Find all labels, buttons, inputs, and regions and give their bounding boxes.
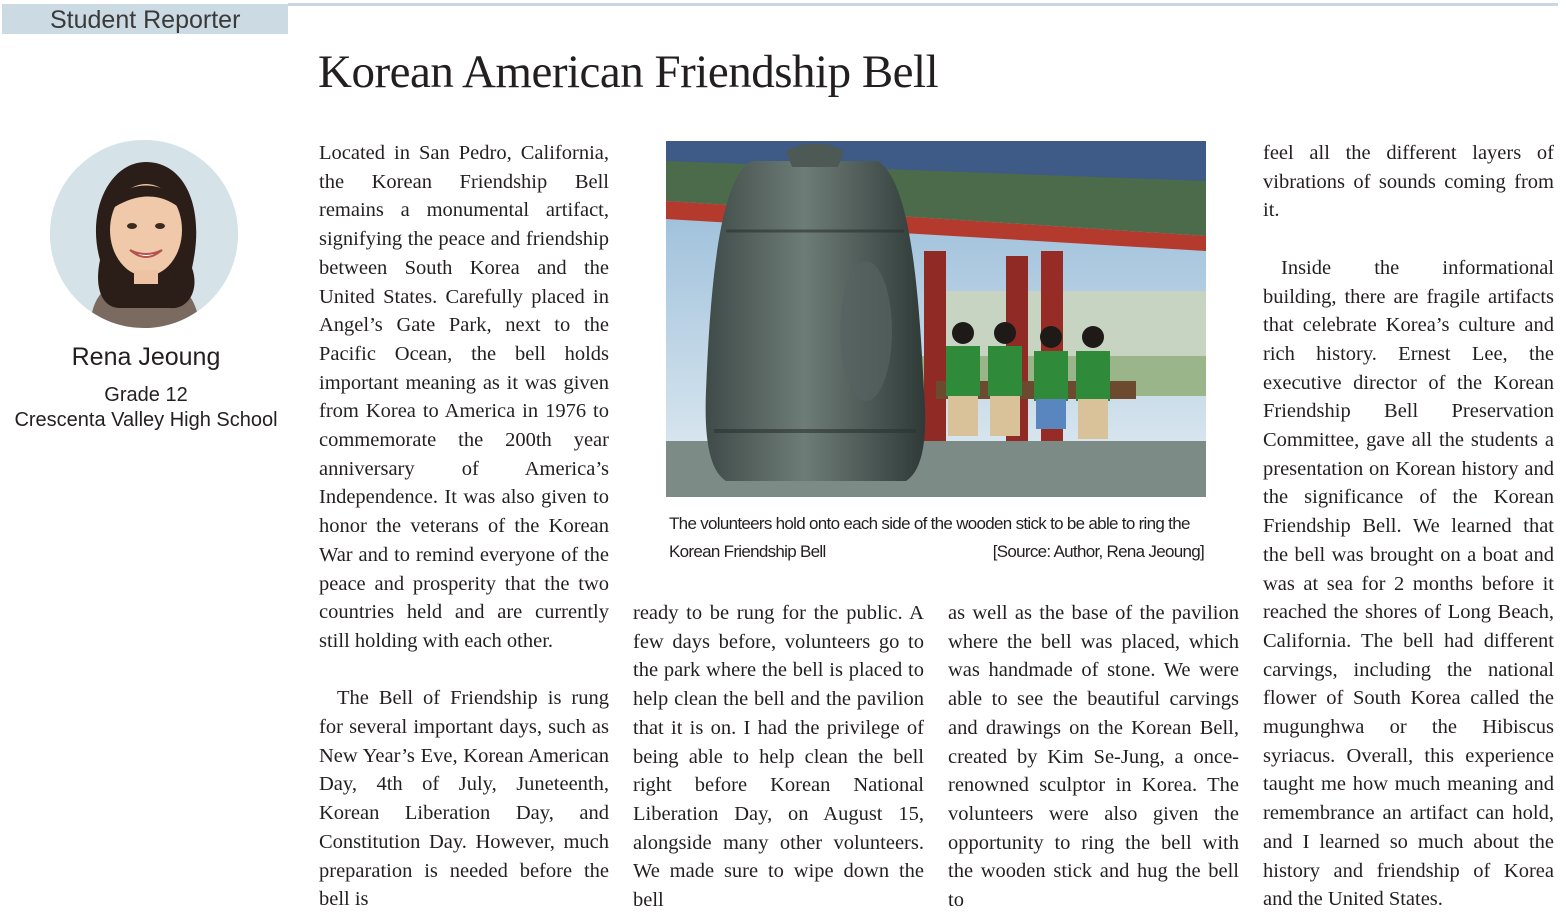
author-grade: Grade 12 [104, 384, 188, 406]
photo-source: [Source: Author, Rena Jeoung] [992, 542, 1204, 561]
article-paragraph: Inside the informational building, there are fragile artifacts that celebrate Korea’s culture and rich history. Ernest Lee, the executive director of the Korean Friendship Bell Preservation Committee, gave all the students a presentation on Korean history and the significance of the Korean Friendship Bell. We learned that the bell was brought on a boat and was at sea for 2 months before it reached the shores of Long Beach, California. The bell had different carvings, including the national flower of South Korea called the mugunghwa or the Hibiscus syriacus. Overall, this experience taught me how much meaning and remembrance an artifact can hold, and I learned so much about the history and friendship of Korea and the United States. [1263, 256, 1554, 911]
article-paragraph: feel all the different layers of vibrations of sounds coming from it. [1263, 142, 1554, 222]
article-column-3 [948, 599, 1239, 915]
author-name: Rena Jeoung [71, 343, 221, 371]
section-tag: Student Reporter [2, 4, 288, 34]
article-column-4 [1263, 139, 1554, 914]
author-portrait-icon [50, 140, 238, 328]
article-paragraph: ready to be rung for the public. A few days before, volunteers go to the park where the bell is placed to help clean the bell and the pavilion that it is on. I had the privilege of being able to help clean the bell right before Korean National Liberation Day, on August 15, alongside many other volunteers. We made sure to wipe down the bell [633, 602, 924, 912]
author-avatar [50, 140, 238, 328]
photo-caption-text: The volunteers hold onto each side of the wooden stick to be able to ring the Korean Friendship Bell [669, 514, 1190, 561]
friendship-bell-photo-icon [666, 141, 1206, 497]
article-paragraph: The Bell of Friendship is rung for several important days, such as New Year’s Eve, Korean American Day, 4th of July, Juneteenth, Korean Liberation Day, and Constitution Day. However, much preparation is needed before the bell is [319, 687, 609, 911]
article-paragraph: as well as the base of the pavilion where the bell was placed, which was handmade of stone. We were able to see the beautiful carvings and drawings on the Korean Bell, created by Kim Se-Jung, a once-renowned sculptor in Korea. The volunteers were also given the opportunity to ring the bell with the wooden stick and hug the bell to [948, 602, 1239, 912]
article-column-2 [633, 599, 924, 915]
photo-caption [669, 510, 1206, 566]
bell-photo [666, 141, 1206, 497]
article-paragraph: Located in San Pedro, California, the Korean Friendship Bell remains a monumental artifact, signifying the peace and friendship between South Korea and the United States. Carefully placed in Angel’s Gate Park, next to the Pacific Ocean, the bell holds important meaning as it was given from Korea to America in 1976 to commemorate the 200th year anniversary of America’s Independence. It was also given to honor the veterans of the Korean War and to remind everyone of the peace and prosperity that the two countries held and are currently still holding with each other. [319, 142, 609, 652]
article-column-1 [319, 139, 609, 914]
top-rule [288, 3, 1558, 6]
headline: Korean American Friendship Bell [318, 46, 939, 98]
author-school: Crescenta Valley High School [14, 409, 278, 431]
